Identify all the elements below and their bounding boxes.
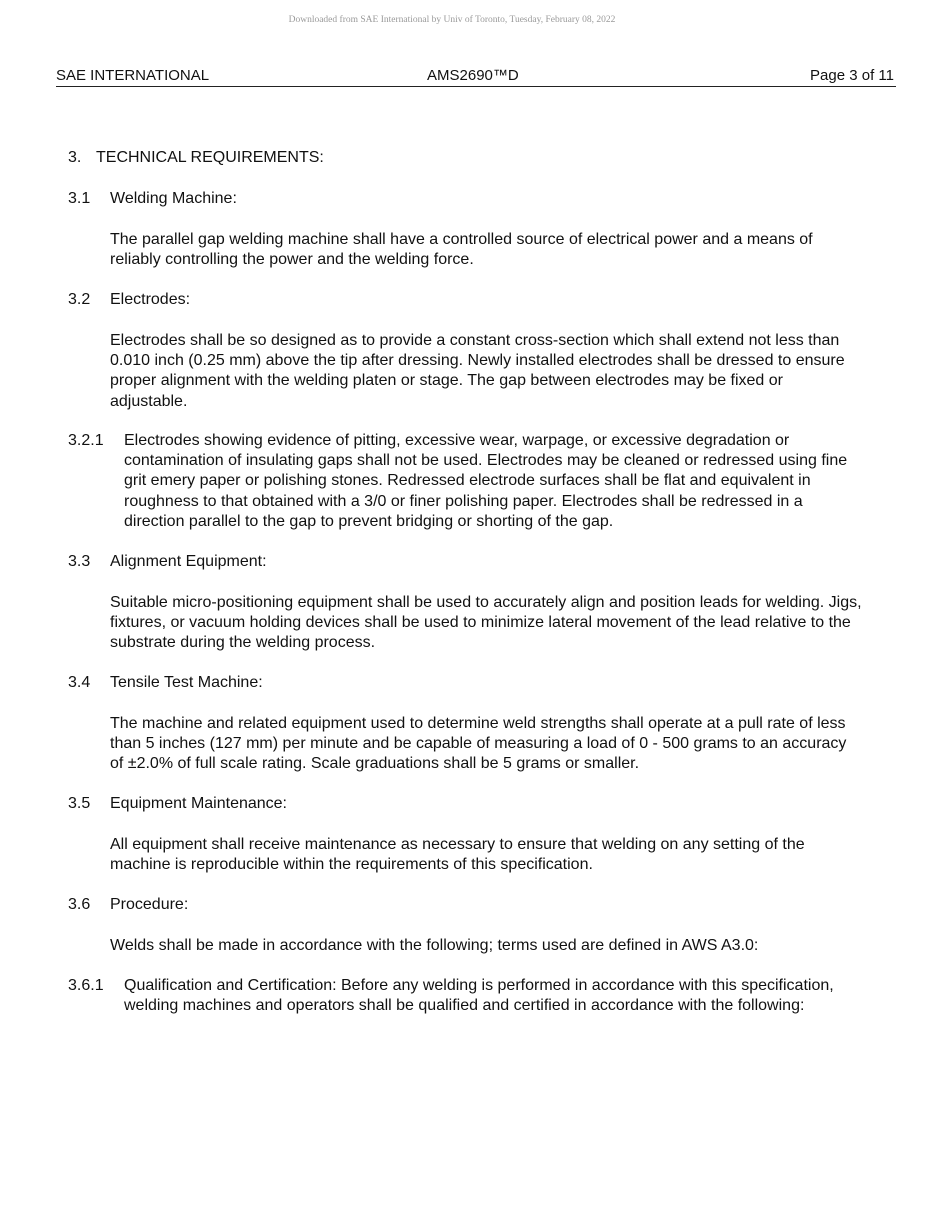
section-title: TECHNICAL REQUIREMENTS: — [96, 149, 324, 166]
section-3-5-heading — [68, 794, 287, 814]
header-org: SAE INTERNATIONAL — [56, 67, 210, 84]
header-page-number: Page 3 of 11 — [810, 67, 894, 84]
section-number: 3.1 — [68, 190, 91, 207]
section-3-2-1-number: 3.2.1 — [68, 432, 104, 449]
section-3-3-body: Suitable micro-positioning equipment shall be used to accurately align and position leads for welding. Jigs, fixtures, or vacuum holding devices shall be used to minimize lateral movement of the lead relative to the substrate during the welding process. — [110, 594, 862, 652]
section-number: 3.3 — [68, 553, 91, 570]
section-3-1-body: The parallel gap welding machine shall have a controlled source of electrical power and a means of reliably controlling the power and the welding force. — [110, 231, 813, 269]
section-number: 3.6 — [68, 896, 91, 913]
section-number: 3. — [68, 149, 82, 166]
section-title: Tensile Test Machine: — [110, 674, 263, 691]
section-number: 3.2 — [68, 291, 91, 308]
section-3-3-heading — [68, 552, 267, 572]
section-number: 3.5 — [68, 795, 91, 812]
section-title: Alignment Equipment: — [110, 553, 267, 570]
download-watermark: Downloaded from SAE International by Univ of Toronto, Tuesday, February 08, 2022 — [288, 15, 616, 25]
section-3-6-1-body: Qualification and Certification: Before any welding is performed in accordance with this specification, welding machines and operators shall be qualified and certified in accordance with the following: — [124, 977, 834, 1015]
section-3-6-heading — [68, 895, 189, 915]
section-title: Procedure: — [110, 896, 189, 913]
section-3-2-heading — [68, 290, 191, 310]
section-3-6-1-number: 3.6.1 — [68, 977, 104, 994]
section-title: Equipment Maintenance: — [110, 795, 287, 812]
section-3-heading — [68, 148, 324, 168]
section-3-6-body: Welds shall be made in accordance with the following; terms used are defined in AWS A3.0: — [110, 937, 759, 954]
section-3-2-body: Electrodes shall be so designed as to provide a constant cross-section which shall extend not less than 0.010 inch (0.25 mm) above the tip after dressing. Newly installed electrodes shall be dressed to ensure proper alignment with the welding platen or stage. The gap between electrodes may be fixed or adjustable. — [110, 332, 845, 410]
page-header — [56, 66, 896, 87]
section-3-2-1-body: Electrodes showing evidence of pitting, excessive wear, warpage, or excessive degradation or contamination of insulating gaps shall not be used. Electrodes may be cleaned or redressed using fine grit emery paper or polishing stones. Redressed electrode surfaces shall be flat and equivalent in roughness to that obtained with a 3/0 or finer polishing paper. Electrodes shall be redressed in a direction parallel to the gap to prevent bridging or shorting of the gap. — [124, 432, 848, 530]
section-3-4-body: The machine and related equipment used to determine weld strengths shall operate at a pull rate of less than 5 inches (127 mm) per minute and be capable of measuring a load of 0 - 500 grams to an accuracy of ±2.0% of full scale rating. Scale graduations shall be 5 grams or smaller. — [110, 715, 847, 773]
section-title: Welding Machine: — [110, 190, 237, 207]
section-3-5-body: All equipment shall receive maintenance as necessary to ensure that welding on any setting of the machine is reproducible within the requirements of this specification. — [110, 836, 805, 874]
section-3-4-heading — [68, 673, 263, 693]
section-number: 3.4 — [68, 674, 91, 691]
header-doc-number: AMS2690™D — [427, 67, 519, 84]
section-3-1-heading — [68, 189, 237, 209]
section-title: Electrodes: — [110, 291, 191, 308]
